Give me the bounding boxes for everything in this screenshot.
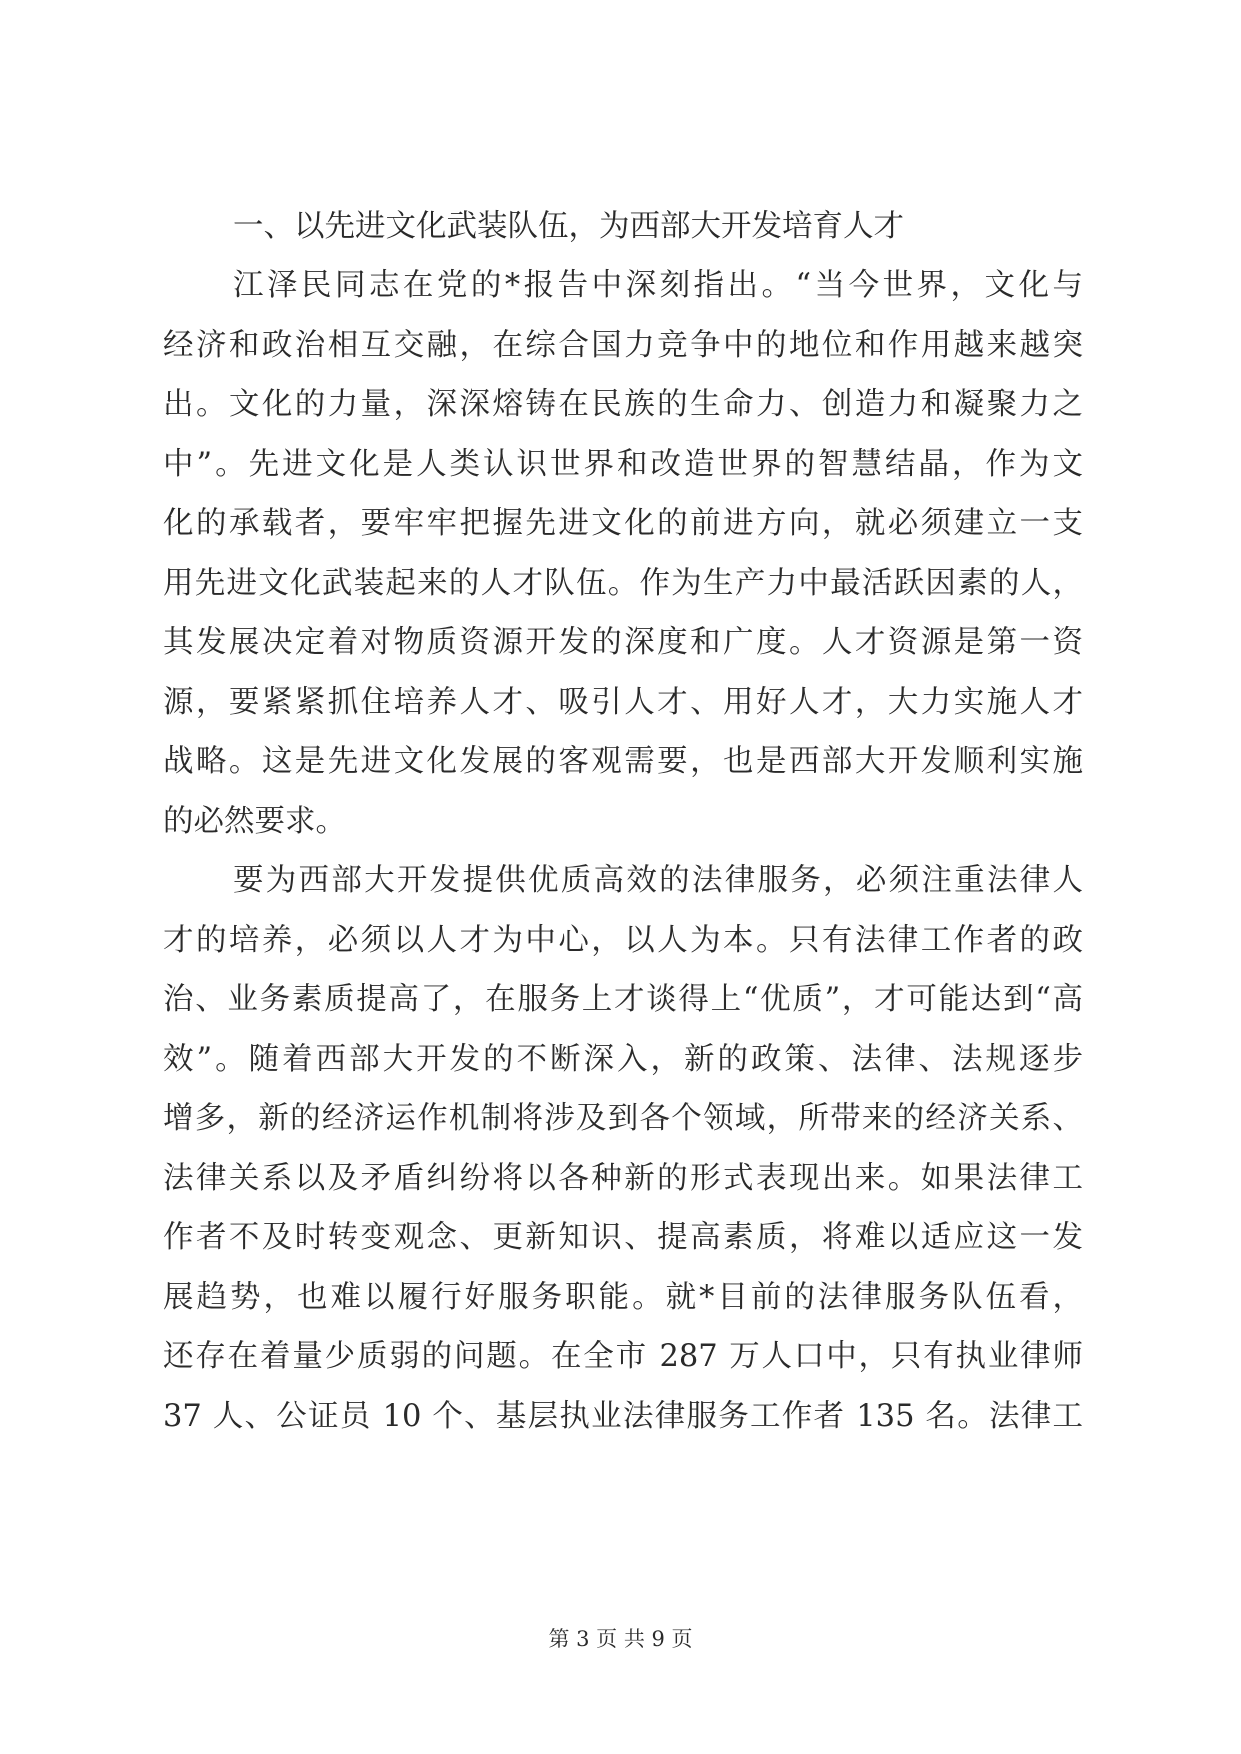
paragraph-1-line: 化的承载者，要牢牢把握先进文化的前进方向，就必须建立一支: [163, 506, 1083, 541]
paragraph-2-line: 37 人、公证员 10 个、基层执业法律服务工作者 135 名。法律工: [163, 1399, 1083, 1434]
paragraph-1-line: 江泽民同志在党的*报告中深刻指出。“当今世界，文化与: [233, 268, 1083, 303]
paragraph-2-line: 效”。随着西部大开发的不断深入，新的政策、法律、法规逐步: [163, 1042, 1083, 1077]
paragraph-2-line: 增多，新的经济运作机制将涉及到各个领域，所带来的经济关系、: [163, 1101, 1083, 1136]
paragraph-2-line: 要为西部大开发提供优质高效的法律服务，必须注重法律人: [233, 863, 1083, 898]
paragraph-1-line: 出。文化的力量，深深熔铸在民族的生命力、创造力和凝聚力之: [163, 387, 1083, 422]
paragraph-2-line: 作者不及时转变观念、更新知识、提高素质，将难以适应这一发: [163, 1220, 1083, 1255]
paragraph-2-line: 法律关系以及矛盾纠纷将以各种新的形式表现出来。如果法律工: [163, 1161, 1083, 1196]
paragraph-1-line: 源，要紧紧抓住培养人才、吸引人才、用好人才，大力实施人才: [163, 685, 1083, 720]
paragraph-1-line: 经济和政治相互交融，在综合国力竞争中的地位和作用越来越突: [163, 328, 1083, 363]
paragraph-2-line: 才的培养，必须以人才为中心，以人为本。只有法律工作者的政: [163, 923, 1083, 958]
paragraph-1-line: 的必然要求。: [163, 804, 346, 839]
paragraph-1-line: 用先进文化武装起来的人才队伍。作为生产力中最活跃因素的人，: [163, 566, 1083, 601]
paragraph-1-line: 中”。先进文化是人类认识世界和改造世界的智慧结晶，作为文: [163, 447, 1083, 482]
paragraph-2-line: 治、业务素质提高了，在服务上才谈得上“优质”，才可能达到“高: [163, 982, 1083, 1017]
section-heading: 一、以先进文化武装队伍，为西部大开发培育人才: [233, 209, 904, 244]
paragraph-1-line: 战略。这是先进文化发展的客观需要，也是西部大开发顺利实施: [163, 744, 1083, 779]
paragraph-2-line: 展趋势，也难以履行好服务职能。就*目前的法律服务队伍看，: [163, 1280, 1083, 1315]
paragraph-1-line: 其发展决定着对物质资源开发的深度和广度。人才资源是第一资: [163, 625, 1083, 660]
paragraph-2-line: 还存在着量少质弱的问题。在全市 287 万人口中，只有执业律师: [163, 1339, 1083, 1374]
page-number-footer: 第 3 页 共 9 页: [548, 1627, 693, 1651]
